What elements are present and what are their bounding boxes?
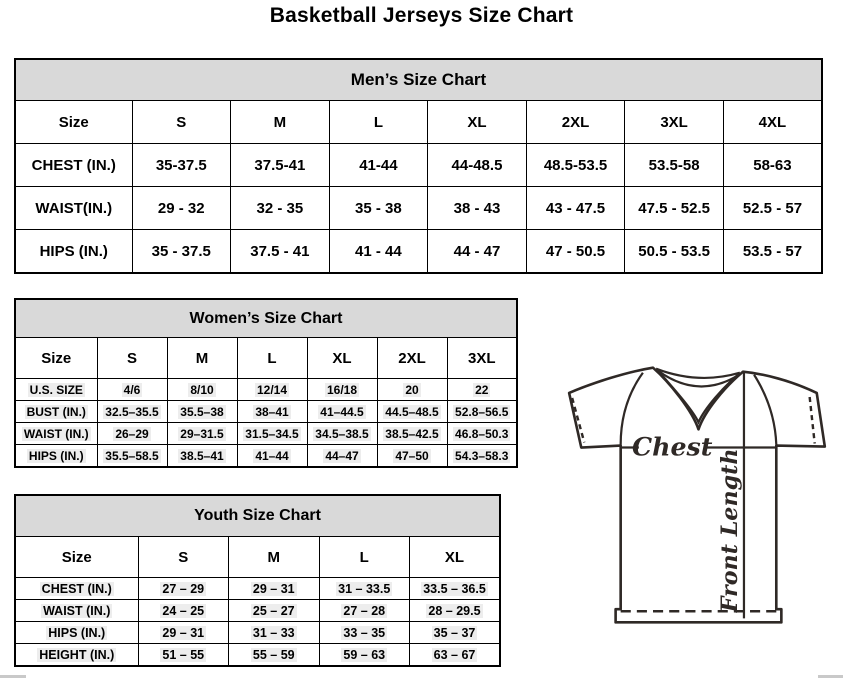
- youth-value: 31 – 33: [252, 625, 295, 640]
- youth-column-header: L: [319, 537, 410, 578]
- table-cell: [307, 423, 377, 445]
- women-row-label: BUST (IN.): [26, 404, 86, 419]
- men-value: 37.5 - 41: [250, 242, 310, 260]
- men-column-header: Size: [15, 101, 132, 144]
- table-cell: [15, 445, 97, 468]
- table-cell: [138, 600, 229, 622]
- front-length-label: Front Length: [716, 448, 743, 613]
- table-cell: [447, 379, 517, 401]
- men-column-header: 3XL: [625, 101, 724, 144]
- table-cell: [625, 230, 724, 274]
- table-cell: [15, 187, 132, 230]
- table-cell: [329, 144, 428, 187]
- women-value: 44–47: [325, 448, 359, 463]
- table-cell: [319, 578, 410, 600]
- women-value: 4/6: [123, 382, 141, 397]
- table-cell: [723, 187, 822, 230]
- youth-value: 31 – 33.5: [338, 581, 391, 596]
- table-cell: [15, 379, 97, 401]
- women-row-label: WAIST (IN.): [23, 426, 89, 441]
- table-cell: [237, 401, 307, 423]
- youth-value: 33 – 35: [343, 625, 386, 640]
- women-column-header: S: [97, 338, 167, 379]
- women-row-label: HIPS (IN.): [28, 448, 84, 463]
- table-cell: [167, 401, 237, 423]
- table-cell: [15, 144, 132, 187]
- youth-row-label: HIPS (IN.): [48, 625, 106, 640]
- table-cell: [428, 187, 527, 230]
- table-cell: [428, 230, 527, 274]
- men-value: 32 - 35: [256, 199, 304, 217]
- women-row-label: U.S. SIZE: [29, 382, 83, 397]
- table-cell: [15, 600, 138, 622]
- bottom-left-edge-artifact: [0, 675, 26, 678]
- youth-value: 63 – 67: [433, 647, 476, 662]
- women-value: 26–29: [115, 426, 149, 441]
- table-cell: [237, 423, 307, 445]
- table-cell: [15, 578, 138, 600]
- youth-column-header: S: [138, 537, 229, 578]
- women-column-header: 2XL: [377, 338, 447, 379]
- men-column-header: 2XL: [526, 101, 625, 144]
- men-value: 53.5-58: [648, 156, 700, 174]
- table-cell: [447, 445, 517, 468]
- youth-table-title: Youth Size Chart: [15, 495, 500, 537]
- table-cell: [377, 401, 447, 423]
- youth-size-table: [14, 494, 501, 667]
- table-cell: [97, 445, 167, 468]
- table-cell: [377, 445, 447, 468]
- women-table-title: Women’s Size Chart: [15, 299, 517, 338]
- men-value: 50.5 - 53.5: [638, 242, 710, 260]
- youth-value: 35 – 37: [433, 625, 476, 640]
- men-value: 48.5-53.5: [543, 156, 608, 174]
- youth-value: 24 – 25: [162, 603, 205, 618]
- table-cell: [319, 600, 410, 622]
- women-value: 41–44.5: [320, 404, 364, 419]
- men-value: 35 - 38: [355, 199, 402, 217]
- table-cell: [167, 445, 237, 468]
- youth-value: 59 – 63: [343, 647, 386, 662]
- table-cell: [229, 600, 320, 622]
- women-column-header: Size: [15, 338, 97, 379]
- table-cell: [132, 230, 231, 274]
- table-cell: [428, 144, 527, 187]
- jersey-outline: [569, 368, 825, 623]
- youth-value: 27 – 29: [162, 581, 205, 596]
- table-cell: [377, 379, 447, 401]
- youth-column-header: XL: [410, 537, 501, 578]
- table-cell: [132, 144, 231, 187]
- men-value: 29 - 32: [157, 199, 205, 217]
- table-cell: [307, 379, 377, 401]
- table-cell: [138, 622, 229, 644]
- youth-value: 29 – 31: [252, 581, 295, 596]
- table-cell: [377, 423, 447, 445]
- men-row-label: HIPS (IN.): [39, 242, 108, 260]
- table-cell: [15, 401, 97, 423]
- table-cell: [410, 622, 501, 644]
- bottom-right-edge-artifact: [818, 675, 843, 678]
- men-value: 47 - 50.5: [545, 242, 606, 260]
- table-cell: [231, 187, 330, 230]
- men-column-header: 4XL: [723, 101, 822, 144]
- table-cell: [625, 187, 724, 230]
- table-cell: [229, 578, 320, 600]
- men-value: 37.5-41: [254, 156, 306, 174]
- youth-column-header: M: [229, 537, 320, 578]
- table-cell: [410, 600, 501, 622]
- women-value: 22: [475, 382, 489, 397]
- table-cell: [307, 445, 377, 468]
- table-cell: [138, 644, 229, 667]
- men-row-label: WAIST(IN.): [35, 199, 113, 217]
- table-cell: [15, 230, 132, 274]
- table-cell: [15, 622, 138, 644]
- men-value: 35 - 37.5: [151, 242, 211, 260]
- women-value: 47–50: [395, 448, 429, 463]
- page-title: Basketball Jerseys Size Chart: [269, 4, 574, 27]
- women-value: 38.5–41: [180, 448, 224, 463]
- men-row-label: CHEST (IN.): [31, 156, 116, 174]
- table-cell: [410, 644, 501, 667]
- women-value: 52.8–56.5: [455, 404, 509, 419]
- men-value: 47.5 - 52.5: [638, 199, 710, 217]
- women-value: 34.5–38.5: [315, 426, 369, 441]
- men-value: 41-44: [359, 156, 398, 174]
- men-value: 43 - 47.5: [545, 199, 606, 217]
- table-cell: [723, 230, 822, 274]
- youth-value: 55 – 59: [252, 647, 295, 662]
- women-column-header: 3XL: [447, 338, 517, 379]
- men-column-header: L: [329, 101, 428, 144]
- women-value: 31.5–34.5: [245, 426, 299, 441]
- men-column-header: XL: [428, 101, 527, 144]
- mens-size-table: [14, 58, 823, 274]
- jersey-diagram: [557, 360, 843, 626]
- table-cell: [526, 187, 625, 230]
- men-value: 44-48.5: [451, 156, 503, 174]
- men-value: 58-63: [753, 156, 792, 174]
- table-cell: [229, 622, 320, 644]
- womens-size-table: [14, 298, 518, 468]
- table-cell: [97, 379, 167, 401]
- table-cell: [447, 423, 517, 445]
- women-value: 46.8–50.3: [455, 426, 509, 441]
- youth-value: 25 – 27: [252, 603, 295, 618]
- table-cell: [307, 401, 377, 423]
- youth-row-label: WAIST (IN.): [43, 603, 111, 618]
- table-cell: [625, 144, 724, 187]
- women-value: 29–31.5: [180, 426, 224, 441]
- chest-label: Chest: [632, 431, 713, 462]
- women-value: 16/18: [326, 382, 358, 397]
- women-value: 12/14: [256, 382, 288, 397]
- youth-column-header: Size: [15, 537, 138, 578]
- table-cell: [97, 401, 167, 423]
- women-value: 35.5–38: [180, 404, 224, 419]
- men-value: 35-37.5: [155, 156, 207, 174]
- table-cell: [319, 622, 410, 644]
- table-cell: [138, 578, 229, 600]
- youth-row-label: HEIGHT (IN.): [39, 647, 115, 662]
- table-cell: [237, 445, 307, 468]
- table-cell: [329, 187, 428, 230]
- table-cell: [319, 644, 410, 667]
- youth-value: 28 – 29.5: [428, 603, 481, 618]
- table-cell: [229, 644, 320, 667]
- table-cell: [97, 423, 167, 445]
- men-column-header: M: [231, 101, 330, 144]
- table-cell: [15, 423, 97, 445]
- men-value: 41 - 44: [355, 242, 402, 260]
- women-column-header: XL: [307, 338, 377, 379]
- men-column-header: S: [132, 101, 231, 144]
- table-cell: [410, 578, 501, 600]
- men-value: 44 - 47: [453, 242, 501, 260]
- table-cell: [723, 144, 822, 187]
- men-value: 52.5 - 57: [742, 199, 803, 217]
- women-value: 35.5–58.5: [105, 448, 159, 463]
- table-cell: [231, 144, 330, 187]
- women-value: 38.5–42.5: [385, 426, 439, 441]
- women-value: 44.5–48.5: [385, 404, 439, 419]
- women-value: 38–41: [255, 404, 289, 419]
- table-cell: [15, 644, 138, 667]
- table-cell: [167, 423, 237, 445]
- table-cell: [447, 401, 517, 423]
- table-cell: [526, 144, 625, 187]
- women-value: 41–44: [255, 448, 289, 463]
- women-value: 20: [405, 382, 419, 397]
- women-value: 8/10: [190, 382, 214, 397]
- women-column-header: M: [167, 338, 237, 379]
- table-cell: [237, 379, 307, 401]
- table-cell: [231, 230, 330, 274]
- table-cell: [526, 230, 625, 274]
- table-cell: [132, 187, 231, 230]
- women-column-header: L: [237, 338, 307, 379]
- women-value: 54.3–58.3: [455, 448, 509, 463]
- men-value: 38 - 43: [453, 199, 501, 217]
- table-cell: [329, 230, 428, 274]
- men-table-title: Men’s Size Chart: [15, 59, 822, 101]
- women-value: 32.5–35.5: [105, 404, 159, 419]
- youth-value: 27 – 28: [343, 603, 386, 618]
- table-cell: [167, 379, 237, 401]
- men-value: 53.5 - 57: [742, 242, 803, 260]
- youth-value: 29 – 31: [162, 625, 205, 640]
- youth-value: 33.5 – 36.5: [423, 581, 486, 596]
- youth-row-label: CHEST (IN.): [41, 581, 112, 596]
- youth-value: 51 – 55: [162, 647, 205, 662]
